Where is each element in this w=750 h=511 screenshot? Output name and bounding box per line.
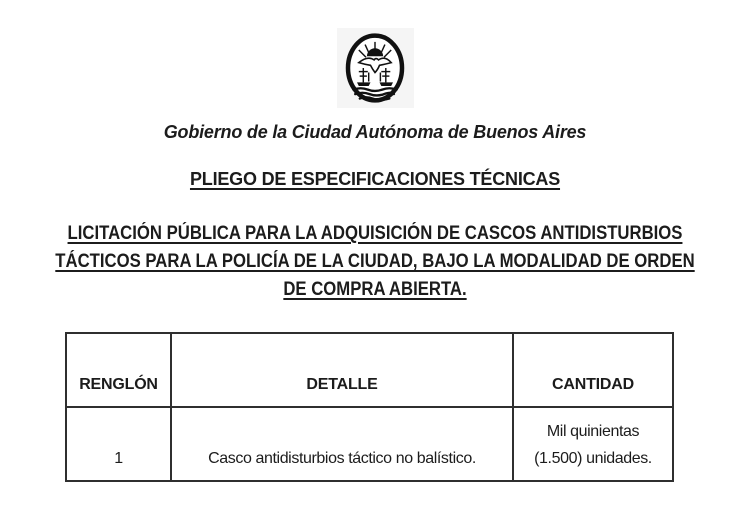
government-org-line [0,121,750,143]
items-table [65,332,674,482]
doc-heading [0,168,750,190]
tender-title-line-1: LICITACIÓN PÚBLICA PARA LA ADQUISICIÓN DE CASCOS ANTIDISTURBIOS [67,223,683,244]
cell-detalle: Casco antidisturbios táctico no balístico. [171,407,513,481]
table-row [66,407,673,481]
cell-cantidad [513,407,673,481]
org-line-text: Gobierno de la Ciudad Autónoma de Buenos Aires [163,122,587,142]
doc-heading-text: PLIEGO DE ESPECIFICACIONES TÉCNICAS [189,169,561,189]
tender-title [0,220,750,304]
cell-renglon: 1 [66,407,171,481]
header-cell-cantidad: CANTIDAD [513,333,673,407]
buenos-aires-crest-logo [337,28,414,108]
tender-title-line-2: TÁCTICOS PARA LA POLICÍA DE LA CIUDAD, BAJO LA MODALIDAD DE ORDEN [55,251,695,272]
header-cell-renglon: RENGLÓN [66,333,171,407]
cantidad-line-1: Mil quinientas [546,423,640,440]
table-header-row [66,333,673,407]
cantidad-line-2: (1.500) unidades. [534,450,652,467]
escudo-buenos-aires-icon [339,30,411,106]
header-cell-detalle: DETALLE [171,333,513,407]
tender-title-line-3: DE COMPRA ABIERTA. [283,279,467,300]
